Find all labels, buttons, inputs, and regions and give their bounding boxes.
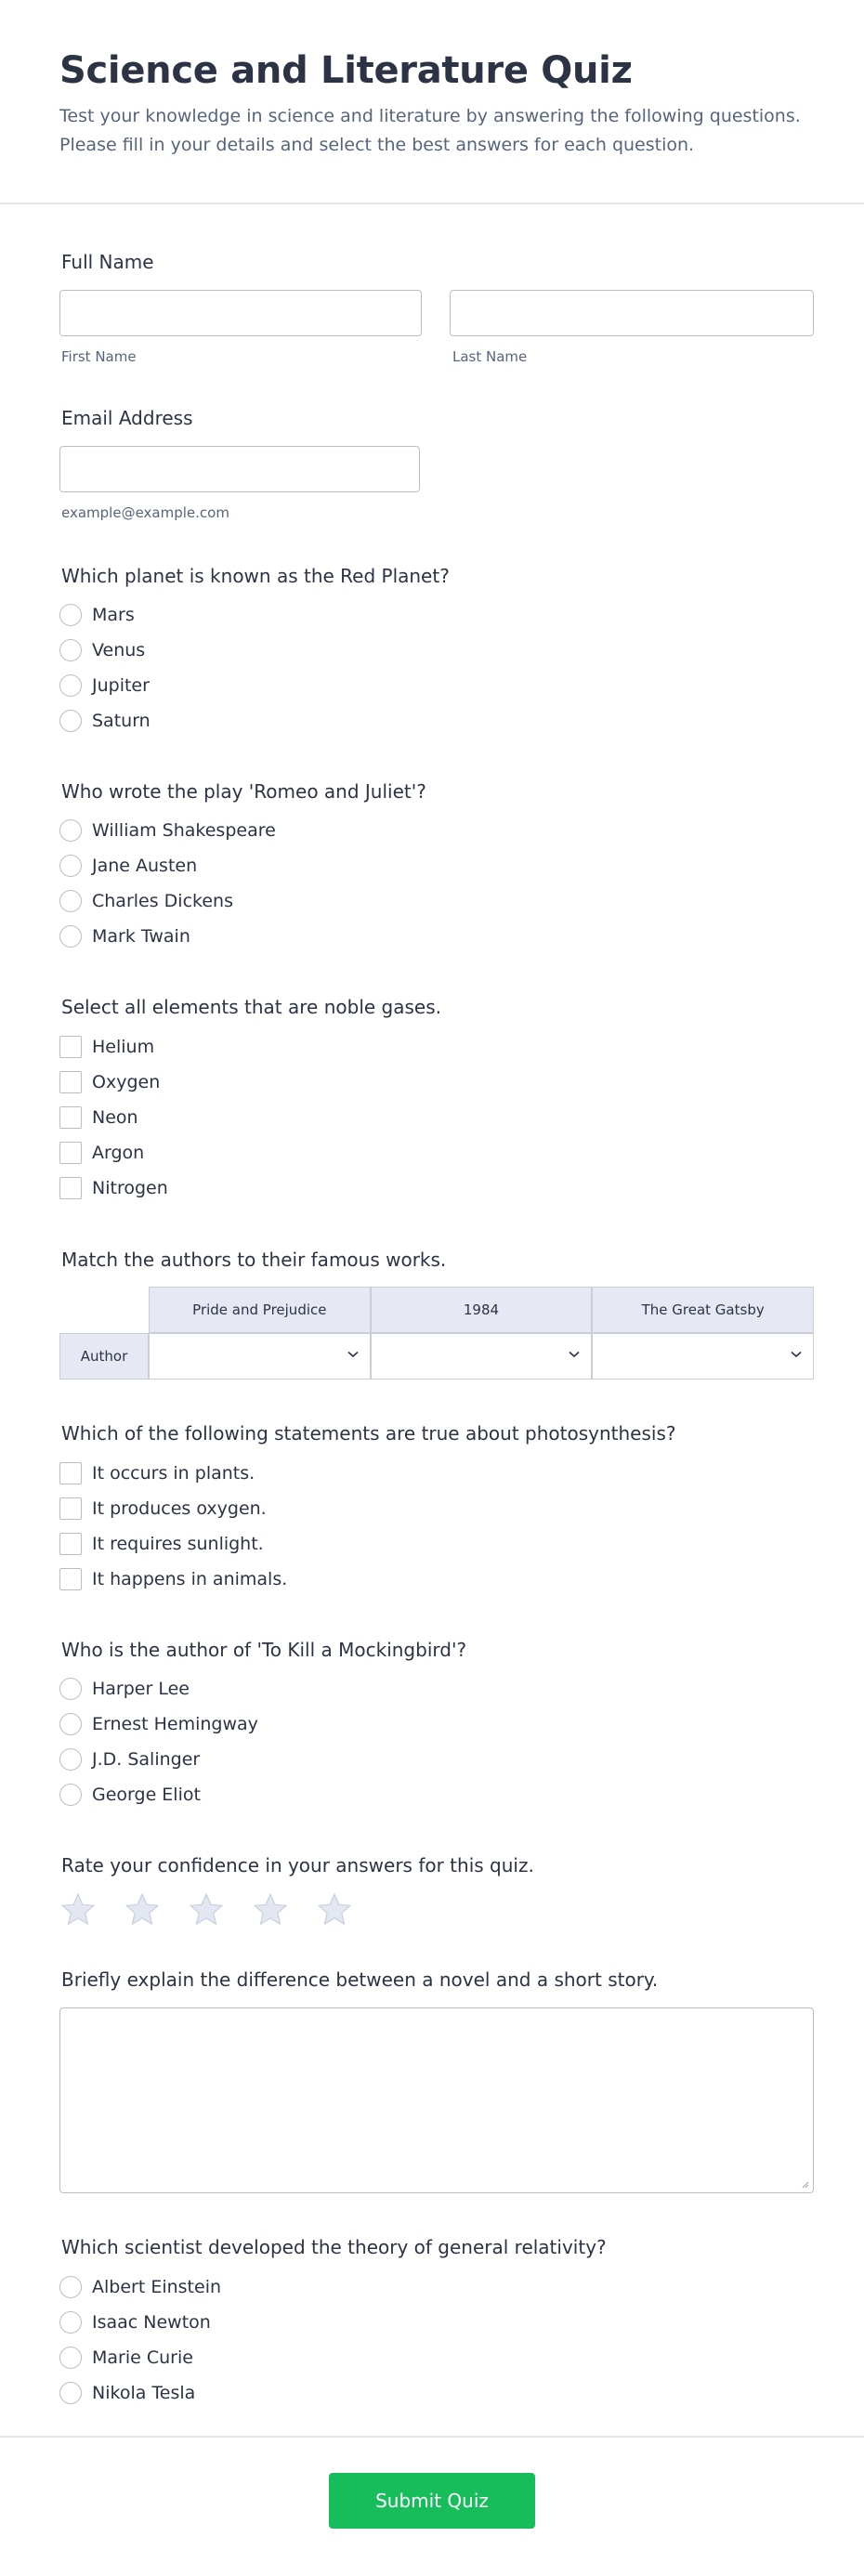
question-mockingbird: Who is the author of 'To Kill a Mockingbird'? — [61, 1639, 467, 1661]
last-name-sublabel: Last Name — [452, 348, 528, 365]
email-sublabel: example@example.com — [61, 504, 229, 521]
radio-button[interactable] — [59, 710, 82, 732]
match-matrix — [59, 1287, 814, 1380]
checkbox-option[interactable] — [59, 1135, 168, 1170]
description-line-1: Test your knowledge in science and literature by answering the following questions. — [59, 106, 801, 126]
radio-option[interactable] — [59, 1671, 258, 1706]
option-label: It requires sunlight. — [92, 1534, 264, 1554]
option-label: Albert Einstein — [92, 2277, 222, 2297]
question-novel-short-story: Briefly explain the difference between a novel and a short story. — [61, 1968, 659, 1991]
option-label: Venus — [92, 640, 146, 660]
option-label: William Shakespeare — [92, 820, 276, 841]
checkbox[interactable] — [59, 1106, 82, 1129]
question-match-authors: Match the authors to their famous works. — [61, 1249, 447, 1271]
checkbox[interactable] — [59, 1568, 82, 1590]
matrix-column-header: The Great Gatsby — [592, 1287, 814, 1333]
radio-option[interactable] — [59, 848, 276, 883]
radio-button[interactable] — [59, 639, 82, 661]
radio-button[interactable] — [59, 604, 82, 626]
radio-button[interactable] — [59, 1784, 82, 1806]
checkbox[interactable] — [59, 1036, 82, 1058]
first-name-sublabel: First Name — [61, 348, 137, 365]
checkbox-option[interactable] — [59, 1100, 168, 1135]
option-label: It produces oxygen. — [92, 1498, 267, 1519]
romeo-options — [59, 813, 276, 954]
radio-option[interactable] — [59, 1742, 258, 1777]
option-label: Mark Twain — [92, 926, 190, 947]
email-label: Email Address — [61, 407, 193, 429]
checkbox-option[interactable] — [59, 1562, 287, 1597]
photosynthesis-options — [59, 1456, 287, 1597]
star-icon[interactable] — [252, 1891, 289, 1929]
option-label: Isaac Newton — [92, 2312, 211, 2333]
radio-option[interactable] — [59, 2305, 221, 2340]
full-name-label: Full Name — [61, 251, 154, 273]
checkbox-option[interactable] — [59, 1170, 168, 1206]
checkbox-option[interactable] — [59, 1065, 168, 1100]
question-noble-gases: Select all elements that are noble gases. — [61, 996, 441, 1018]
radio-button[interactable] — [59, 2382, 82, 2404]
radio-option[interactable] — [59, 919, 276, 954]
option-label: George Eliot — [92, 1785, 201, 1805]
chevron-down-icon — [347, 1351, 359, 1358]
star-rating — [59, 1891, 353, 1929]
option-label: Neon — [92, 1107, 138, 1128]
email-input[interactable] — [59, 446, 420, 492]
option-label: Ernest Hemingway — [92, 1714, 258, 1734]
radio-option[interactable] — [59, 633, 151, 668]
radio-option[interactable] — [59, 883, 276, 919]
option-label: It occurs in plants. — [92, 1463, 255, 1484]
checkbox[interactable] — [59, 1177, 82, 1199]
checkbox-option[interactable] — [59, 1491, 287, 1526]
page-title: Science and Literature Quiz — [59, 49, 633, 92]
question-confidence: Rate your confidence in your answers for this quiz. — [61, 1854, 534, 1876]
form-header — [0, 0, 864, 204]
radio-button[interactable] — [59, 925, 82, 948]
red-planet-options — [59, 597, 151, 739]
star-icon[interactable] — [188, 1891, 225, 1929]
form-footer — [0, 2436, 864, 2576]
resize-grip-icon[interactable] — [800, 2179, 809, 2189]
checkbox[interactable] — [59, 1142, 82, 1164]
question-relativity: Which scientist developed the theory of general relativity? — [61, 2236, 607, 2258]
radio-option[interactable] — [59, 2269, 221, 2305]
radio-button[interactable] — [59, 674, 82, 697]
radio-button[interactable] — [59, 1713, 82, 1735]
checkbox-option[interactable] — [59, 1526, 287, 1562]
option-label: Charles Dickens — [92, 891, 233, 911]
option-label: Nikola Tesla — [92, 2383, 196, 2403]
radio-option[interactable] — [59, 1706, 258, 1742]
star-icon[interactable] — [316, 1891, 353, 1929]
explanation-textarea[interactable] — [59, 2007, 814, 2193]
star-icon[interactable] — [59, 1891, 97, 1929]
matrix-corner — [59, 1287, 149, 1333]
radio-button[interactable] — [59, 2276, 82, 2298]
option-label: Oxygen — [92, 1072, 161, 1092]
page-description — [59, 102, 805, 160]
radio-option[interactable] — [59, 2340, 221, 2375]
matrix-row-header: Author — [59, 1333, 149, 1380]
radio-option[interactable] — [59, 813, 276, 848]
radio-option[interactable] — [59, 597, 151, 633]
option-label: Marie Curie — [92, 2347, 193, 2368]
matrix-dropdown[interactable] — [371, 1333, 593, 1380]
radio-button[interactable] — [59, 819, 82, 842]
option-label: Mars — [92, 605, 135, 625]
radio-button[interactable] — [59, 2347, 82, 2369]
radio-option[interactable] — [59, 2375, 221, 2411]
last-name-input[interactable] — [450, 290, 814, 336]
question-romeo: Who wrote the play 'Romeo and Juliet'? — [61, 780, 426, 803]
chevron-down-icon — [791, 1351, 802, 1358]
option-label: J.D. Salinger — [92, 1749, 201, 1770]
option-label: It happens in animals. — [92, 1569, 288, 1589]
matrix-column-header: 1984 — [371, 1287, 593, 1333]
radio-button[interactable] — [59, 1678, 82, 1700]
radio-button[interactable] — [59, 2311, 82, 2334]
radio-option[interactable] — [59, 703, 151, 739]
chevron-down-icon — [569, 1351, 580, 1358]
first-name-input[interactable] — [59, 290, 422, 336]
radio-button[interactable] — [59, 890, 82, 912]
option-label: Nitrogen — [92, 1178, 168, 1198]
matrix-dropdown[interactable] — [592, 1333, 814, 1380]
radio-button[interactable] — [59, 855, 82, 877]
star-icon[interactable] — [124, 1891, 161, 1929]
option-label: Helium — [92, 1037, 155, 1057]
radio-button[interactable] — [59, 1748, 82, 1771]
question-photosynthesis: Which of the following statements are true about photosynthesis? — [61, 1422, 676, 1445]
checkbox[interactable] — [59, 1462, 82, 1484]
matrix-dropdown[interactable] — [149, 1333, 371, 1380]
mockingbird-options — [59, 1671, 258, 1812]
checkbox[interactable] — [59, 1533, 82, 1555]
radio-option[interactable] — [59, 668, 151, 703]
option-label: Jupiter — [92, 675, 150, 696]
radio-option[interactable] — [59, 1777, 258, 1812]
checkbox-option[interactable] — [59, 1029, 168, 1065]
description-line-2: Please fill in your details and select the best answers for each question. — [59, 135, 695, 155]
option-label: Harper Lee — [92, 1679, 190, 1699]
option-label: Jane Austen — [92, 856, 198, 876]
option-label: Argon — [92, 1143, 145, 1163]
question-red-planet: Which planet is known as the Red Planet? — [61, 565, 450, 587]
checkbox[interactable] — [59, 1497, 82, 1520]
relativity-options — [59, 2269, 221, 2411]
noble-gases-options — [59, 1029, 168, 1206]
submit-button[interactable]: Submit Quiz — [329, 2473, 535, 2529]
option-label: Saturn — [92, 711, 151, 731]
matrix-column-header: Pride and Prejudice — [149, 1287, 371, 1333]
checkbox[interactable] — [59, 1071, 82, 1093]
checkbox-option[interactable] — [59, 1456, 287, 1491]
